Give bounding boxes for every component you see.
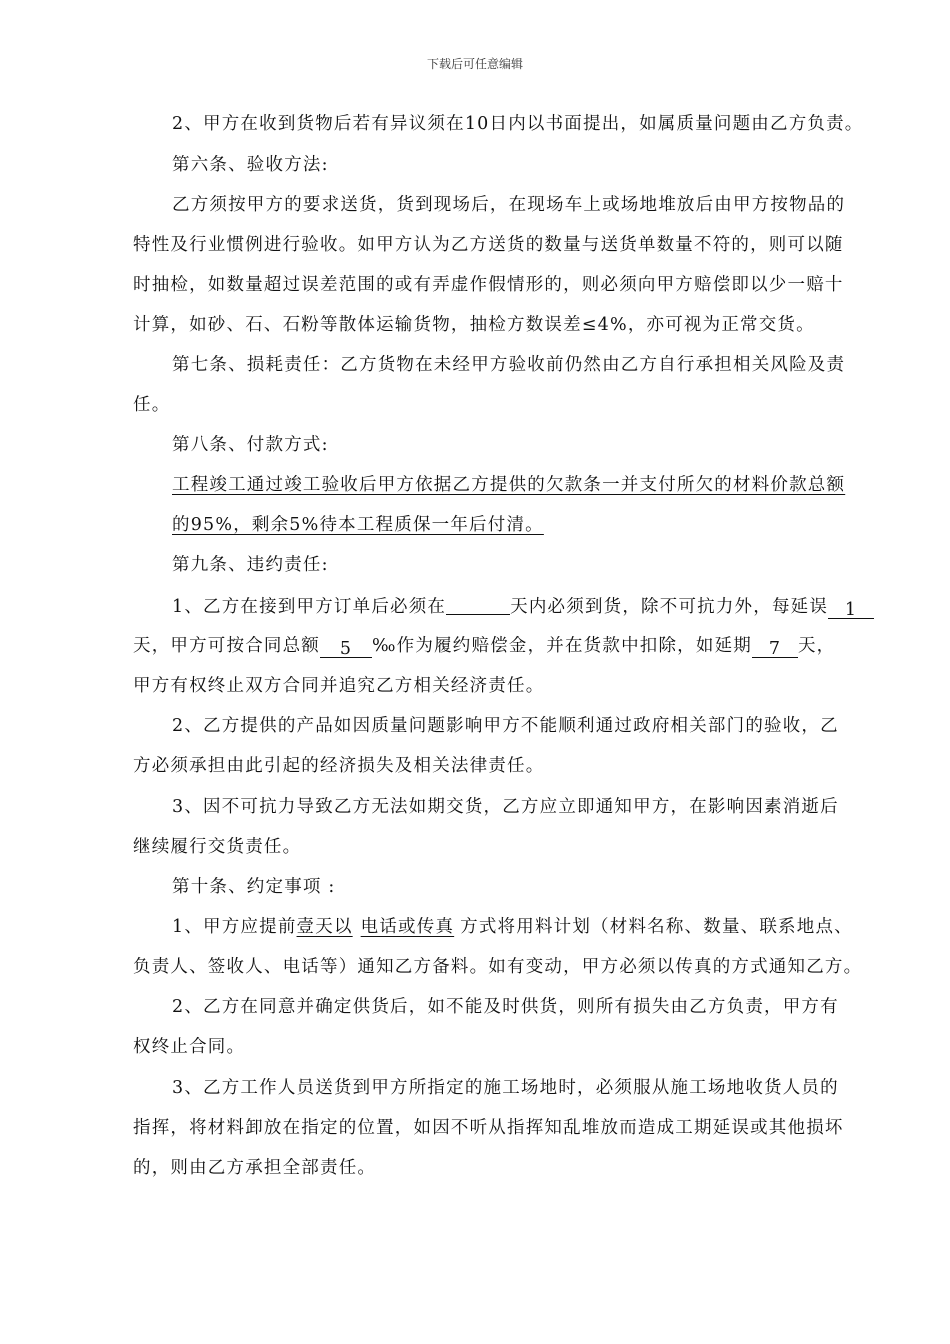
clause9-title: 第九条、违约责任: [172, 555, 329, 575]
clause10-item2-line1: 2、乙方在同意并确定供货后，如不能及时供货，则所有损失由乙方负责，甲方有 [172, 997, 839, 1017]
clause10-item1-text-b: 方式将用料计划（材料名称、数量、联系地点、 [460, 917, 853, 937]
clause7-line2: 任。 [133, 395, 171, 415]
clause6-line2: 特性及行业惯例进行验收。如甲方认为乙方送货的数量与送货单数量不符的，则可以随 [133, 235, 844, 255]
clause9-item3-line2: 继续履行交货责任。 [133, 837, 302, 857]
clause10-item1-line2: 负责人、签收人、电话等）通知乙方备料。如有变动，甲方必须以传真的方式通知乙方。 [133, 957, 863, 977]
page-header: 下载后可任意编辑 [426, 57, 523, 71]
extension-days-blank: 7 [752, 637, 798, 658]
penalty-rate-blank: 5 [320, 637, 372, 658]
clause8-line2: 的95%，剩余5%待本工程质保一年后付清。 [172, 515, 544, 535]
clause8-title: 第八条、付款方式: [172, 435, 329, 455]
days-to-deliver-blank [446, 594, 510, 615]
clause10-item3-line1: 3、乙方工作人员送货到甲方所指定的施工场地时，必须服从施工场地收货人员的 [172, 1078, 839, 1098]
clause10-item1-line1 [172, 915, 853, 939]
delay-days-blank: 1 [828, 598, 874, 619]
clause9-item3-line1: 3、因不可抗力导致乙方无法如期交货，乙方应立即通知甲方，在影响因素消逝后 [172, 797, 839, 817]
clause10-item3-line2: 指挥，将材料卸放在指定的位置，如因不听从指挥知乱堆放而造成工期延误或其他损坏 [133, 1118, 844, 1138]
clause10-item3-line3: 的，则由乙方承担全部责任。 [133, 1158, 377, 1178]
notice-method-blank: 电话或传真 [360, 917, 455, 937]
clause9-item1-text-e: 天， [797, 636, 836, 656]
advance-notice-blank: 壹天以 [296, 917, 353, 937]
clause6-line3: 时抽检，如数量超过误差范围的或有弄虚作假情形的，则必须向甲方赔偿即以少一赔十 [133, 275, 844, 295]
clause6-line1: 乙方须按甲方的要求送货，货到现场后，在现场车上或场地堆放后由甲方按物品的 [172, 195, 846, 215]
clause9-item1-text-a: 1、乙方在接到甲方订单后必须在 [172, 597, 447, 617]
clause9-item1-text-d: ‰作为履约赔偿金，并在货款中扣除，如延期 [372, 636, 752, 656]
clause5-item2: 2、甲方在收到货物后若有异议须在10日内以书面提出，如属质量问题由乙方负责。 [172, 114, 864, 134]
clause9-item1-line2 [133, 634, 835, 658]
clause8-line1: 工程竣工通过竣工验收后甲方依据乙方提供的欠款条一并支付所欠的材料价款总额 [172, 475, 846, 495]
clause9-item1-line1 [172, 594, 874, 619]
clause9-item1-text-c: 天，甲方可按合同总额 [133, 636, 320, 656]
clause10-item2-line2: 权终止合同。 [133, 1037, 246, 1057]
clause7-line1: 第七条、损耗责任：乙方货物在未经甲方验收前仍然由乙方自行承担相关风险及责 [172, 355, 846, 375]
clause10-title: 第十条、约定事项 : [172, 877, 336, 897]
clause9-item1-text-b: 天内必须到货，除不可抗力外，每延误 [510, 597, 829, 617]
clause9-item2-line1: 2、乙方提供的产品如因质量问题影响甲方不能顺利通过政府相关部门的验收，乙 [172, 716, 839, 736]
clause9-item2-line2: 方必须承担由此引起的经济损失及相关法律责任。 [133, 756, 545, 776]
clause10-item1-text-a: 1、甲方应提前 [172, 917, 297, 937]
clause6-title: 第六条、验收方法: [172, 155, 329, 175]
clause6-line4: 计算，如砂、石、石粉等散体运输货物，抽检方数误差≤4%，亦可视为正常交货。 [133, 315, 815, 335]
clause9-item1-line3: 甲方有权终止双方合同并追究乙方相关经济责任。 [133, 676, 545, 696]
